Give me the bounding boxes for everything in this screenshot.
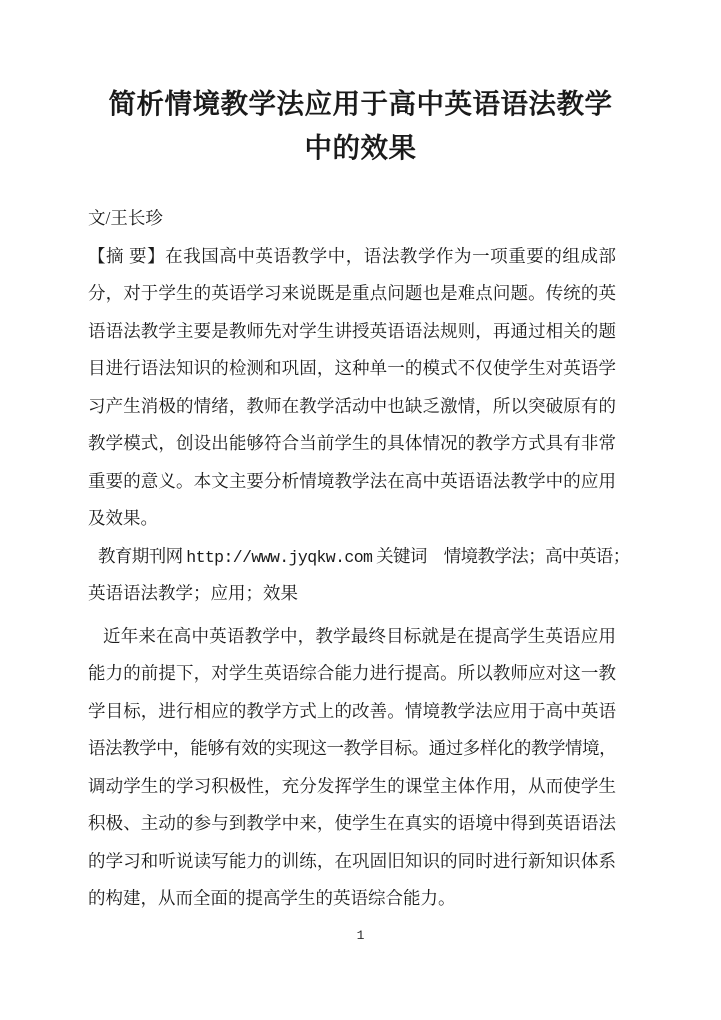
keywords-text: 关键词 情境教学法；高中英语； xyxy=(372,545,630,566)
abstract-line xyxy=(88,275,616,313)
body-line xyxy=(88,730,616,768)
abstract-line xyxy=(88,313,616,351)
document-title-line-2: 中的效果 xyxy=(304,132,417,163)
page-number: 1 xyxy=(356,928,365,943)
abstract-line xyxy=(88,425,616,463)
body-line-text: 的构建，从而全面的提高学生的英语综合能力。 xyxy=(88,888,456,908)
abstract-line xyxy=(88,500,616,538)
abstract-line xyxy=(88,463,616,501)
body-line xyxy=(88,843,616,881)
abstract-line xyxy=(88,238,616,276)
body-line-text: 调动学生的学习积极性，充分发挥学生的课堂主体作用，从而使学生 xyxy=(88,775,616,796)
abstract-line-text: 重要的意义。本文主要分析情境教学法在高中英语语法教学中的应用 xyxy=(88,470,616,491)
abstract-line xyxy=(88,350,616,388)
body-line-text: 近年来在高中英语教学中，教学最终目标就是在提高学生英语应用 xyxy=(103,625,616,646)
keywords-line xyxy=(88,575,616,613)
abstract-line-text: 语语法教学主要是教师先对学生讲授英语语法规则，再通过相关的题 xyxy=(88,320,616,341)
abstract-line xyxy=(88,388,616,426)
abstract-line-text: 教学模式，创设出能够符合当前学生的具体情况的教学方式具有非常 xyxy=(88,433,616,453)
body-line xyxy=(88,693,616,731)
abstract-line-text: 目进行语法知识的检测和巩固，这种单一的模式不仅使学生对英语学 xyxy=(88,358,616,378)
body-line xyxy=(88,768,616,806)
keywords-line xyxy=(88,538,630,576)
byline-text: 文/王长珍 xyxy=(88,208,163,228)
body-line-text: 的学习和听说读写能力的训练，在巩固旧知识的同时进行新知识体系 xyxy=(88,850,616,871)
body-line xyxy=(88,655,616,693)
document-title xyxy=(0,82,721,170)
journal-site-label: 教育期刊网 xyxy=(98,545,187,566)
body-line-text: 语法教学中，能够有效的实现这一教学目标。通过多样化的教学情境， xyxy=(88,738,616,758)
journal-site-url: http://www.jyqkw.com xyxy=(186,547,373,567)
body-line xyxy=(88,805,616,843)
body-line-text: 积极、主动的参与到教学中来，使学生在真实的语境中得到英语语法 xyxy=(88,813,616,833)
abstract-line-text: 习产生消极的情绪，教师在教学活动中也缺乏激情，所以突破原有的 xyxy=(88,395,616,416)
document-title-line-1: 简析情境教学法应用于高中英语语法教学 xyxy=(108,88,613,119)
body-line-text: 能力的前提下，对学生英语综合能力进行提高。所以教师应对这一教 xyxy=(88,663,616,683)
abstract-line-text: 及效果。 xyxy=(88,508,158,528)
keywords-line-text: 英语语法教学；应用；效果 xyxy=(88,583,298,603)
body-line xyxy=(88,618,616,656)
abstract-line-text: 【摘 要】在我国高中英语教学中，语法教学作为一项重要的组成部 xyxy=(88,245,616,266)
byline xyxy=(88,200,616,238)
body-line xyxy=(88,880,616,918)
body-line-text: 学目标，进行相应的教学方式上的改善。情境教学法应用于高中英语 xyxy=(88,700,616,721)
document-body xyxy=(88,200,630,918)
abstract-line-text: 分，对于学生的英语学习来说既是重点问题也是难点问题。传统的英 xyxy=(88,283,616,303)
